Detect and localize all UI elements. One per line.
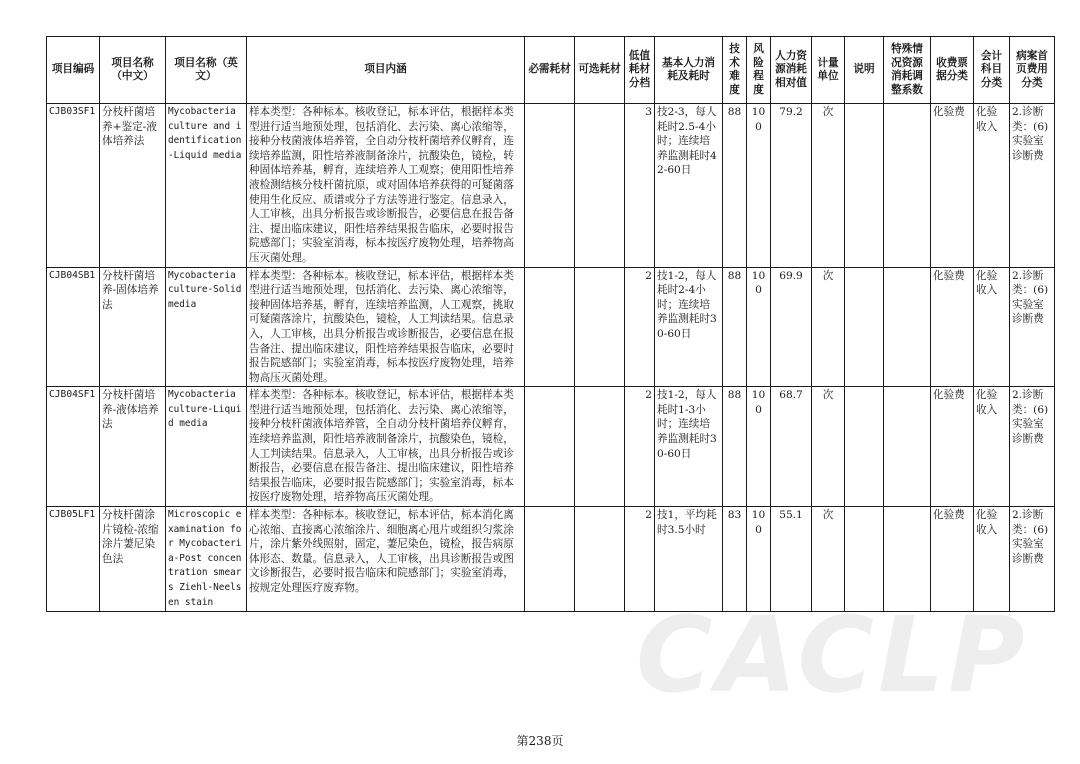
header-note: 说明 [845,37,884,104]
cell-optional [575,267,625,387]
cell-low-value: 2 [625,267,655,387]
cell-code: CJB03SF1 [47,104,100,268]
cell-difficulty: 88 [723,267,747,387]
cell-record: 2.诊断类：(6)实验室诊断费 [1010,104,1055,268]
cell-account: 化验收入 [974,387,1010,507]
cell-difficulty: 88 [723,104,747,268]
cell-optional [575,104,625,268]
cell-account: 化验收入 [974,104,1010,268]
header-special: 特殊情况资源消耗调整系数 [884,37,931,104]
header-content: 项目内涵 [247,37,525,104]
header-row [47,37,1055,104]
header-account: 会计科目分类 [974,37,1010,104]
header-name-en: 项目名称（英文） [166,37,247,104]
cell-content: 样本类型：各种标本。核收登记，标本评估，标本消化离心浓缩、直接离心浓缩涂片、细胞离心甩片或组织匀浆涂片，涂片紫外线照射，固定，萋尼染色，镜检，报告病原体形态、数量。信息录入，人工审核，出具诊断报告或图文诊断报告，必要时报告临床和院感部门；实验室消毒，按规定处理医疗废弃物。 [247,507,525,612]
cell-note [845,104,884,268]
header-risk: 风险程度 [747,37,771,104]
cell-unit: 次 [812,507,845,612]
table-row [47,507,1055,612]
header-unit: 计量单位 [812,37,845,104]
cell-low-value: 2 [625,507,655,612]
cell-risk: 100 [747,104,771,268]
cell-relative: 79.2 [771,104,812,268]
table-row [47,104,1055,268]
cell-risk: 100 [747,507,771,612]
cell-record: 2.诊断类：(6)实验室诊断费 [1010,387,1055,507]
cell-special [884,104,931,268]
cell-name-cn: 分枝杆菌培养-液体培养法 [100,387,166,507]
header-labor: 基本人力消耗及耗时 [655,37,723,104]
cell-name-en: Microscopic examination for Mycobacteria-Post concentration smears Ziehl-Neelsen stain [166,507,247,612]
cell-note [845,267,884,387]
header-code: 项目编码 [47,37,100,104]
cell-fee-class: 化验费 [931,104,974,268]
header-record: 病案首页费用分类 [1010,37,1055,104]
cell-optional [575,507,625,612]
cell-required [525,267,575,387]
cell-difficulty: 88 [723,387,747,507]
header-name-cn: 项目名称（中文） [100,37,166,104]
cell-name-cn: 分枝杆菌培养-固体培养法 [100,267,166,387]
cell-special [884,387,931,507]
cell-account: 化验收入 [974,267,1010,387]
cell-labor: 技1-2，每人耗时1-3小时；连续培养监测耗时30-60日 [655,387,723,507]
cell-content: 样本类型：各种标本。核收登记，标本评估，根据样本类型进行适当地预处理，包括消化、去污染、离心浓缩等，接种分枝菌液体培养管，全自动分枝杆菌培养仪孵育，连续培养监测，阳性培养液制备涂片，抗酸染色，镜检，转种固体培养基，孵育，连续培养人工观察；使用阳性培养液检测结核分枝杆菌抗原，或对固体培养获得的可疑菌落使用生化反应、质谱或分子方法等进行鉴定。信息录入，人工审核，出具分析报告或诊断报告，必要信息在报告备注、提出临床建议，阳性培养结果报告临床，必要时报告院感部门；实验室消毒，标本按医疗废物处理，培养物高压灭菌处理。 [247,104,525,268]
cell-name-en: Mycobacteria culture-Liquid media [166,387,247,507]
cell-content: 样本类型：各种标本。核收登记，标本评估，根据样本类型进行适当地预处理，包括消化、去污染、离心浓缩等，接种固体培养基，孵育，连续培养监测，人工观察，挑取可疑菌落涂片，抗酸染色，镜检，人工判读结果。信息录入，人工审核，出具分析报告或诊断报告，必要信息在报告备注、提出临床建议，阳性培养结果报告临床，必要时报告院感部门；实验室消毒，标本按医疗废物处理，培养物高压灭菌处理。 [247,267,525,387]
cell-name-en: Mycobacteria culture and identification-Liquid media [166,104,247,268]
cell-name-cn: 分枝杆菌涂片镜检-浓缩涂片萋尼染色法 [100,507,166,612]
cell-code: CJB04SB1 [47,267,100,387]
cell-fee-class: 化验费 [931,507,974,612]
cell-code: CJB05LF1 [47,507,100,612]
cell-account: 化验收入 [974,507,1010,612]
cell-special [884,267,931,387]
cell-note [845,387,884,507]
cell-special [884,507,931,612]
cell-fee-class: 化验费 [931,387,974,507]
table-row [47,267,1055,387]
header-fee-class: 收费票据分类 [931,37,974,104]
header-required: 必需耗材 [525,37,575,104]
cell-unit: 次 [812,267,845,387]
header-relative: 人力资源消耗相对值 [771,37,812,104]
cell-name-en: Mycobacteria culture-Solid media [166,267,247,387]
cell-name-cn: 分枝杆菌培养+鉴定-液体培养法 [100,104,166,268]
cell-relative: 69.9 [771,267,812,387]
cell-labor: 技1-2，每人耗时2-4小时；连续培养监测耗时30-60日 [655,267,723,387]
cell-labor: 技1，平均耗时3.5小时 [655,507,723,612]
cell-note [845,507,884,612]
cell-record: 2.诊断类：(6)实验室诊断费 [1010,507,1055,612]
header-optional: 可选耗材 [575,37,625,104]
header-difficulty: 技术难度 [723,37,747,104]
cell-fee-class: 化验费 [931,267,974,387]
header-low-value: 低值耗材分档 [625,37,655,104]
table-row [47,387,1055,507]
cell-code: CJB04SF1 [47,387,100,507]
cell-unit: 次 [812,104,845,268]
cell-risk: 100 [747,267,771,387]
cell-unit: 次 [812,387,845,507]
cell-required [525,104,575,268]
cell-labor: 技2-3，每人耗时2.5-4小时；连续培养监测耗时42-60日 [655,104,723,268]
cell-required [525,387,575,507]
item-table [46,36,1055,612]
cell-content: 样本类型：各种标本。核收登记，标本评估，根据样本类型进行适当地预处理，包括消化、去污染、离心浓缩等，接种分枝杆菌液体培养管，全自动分枝杆菌培养仪孵育，连续培养监测，阳性培养液制备涂片，抗酸染色，镜检，人工判读结果。信息录入，人工审核，出具分析报告或诊断报告，必要信息在报告备注、提出临床建议，阳性培养结果报告临床，必要时报告院感部门；实验室消毒，标本按医疗废物处理，培养物高压灭菌处理。 [247,387,525,507]
cell-record: 2.诊断类：(6)实验室诊断费 [1010,267,1055,387]
page-number: 第238页 [516,734,564,748]
cell-low-value: 2 [625,387,655,507]
cell-optional [575,387,625,507]
cell-difficulty: 83 [723,507,747,612]
cell-risk: 100 [747,387,771,507]
cell-required [525,507,575,612]
cell-low-value: 3 [625,104,655,268]
cell-relative: 68.7 [771,387,812,507]
watermark: CACLP [636,594,1029,716]
cell-relative: 55.1 [771,507,812,612]
